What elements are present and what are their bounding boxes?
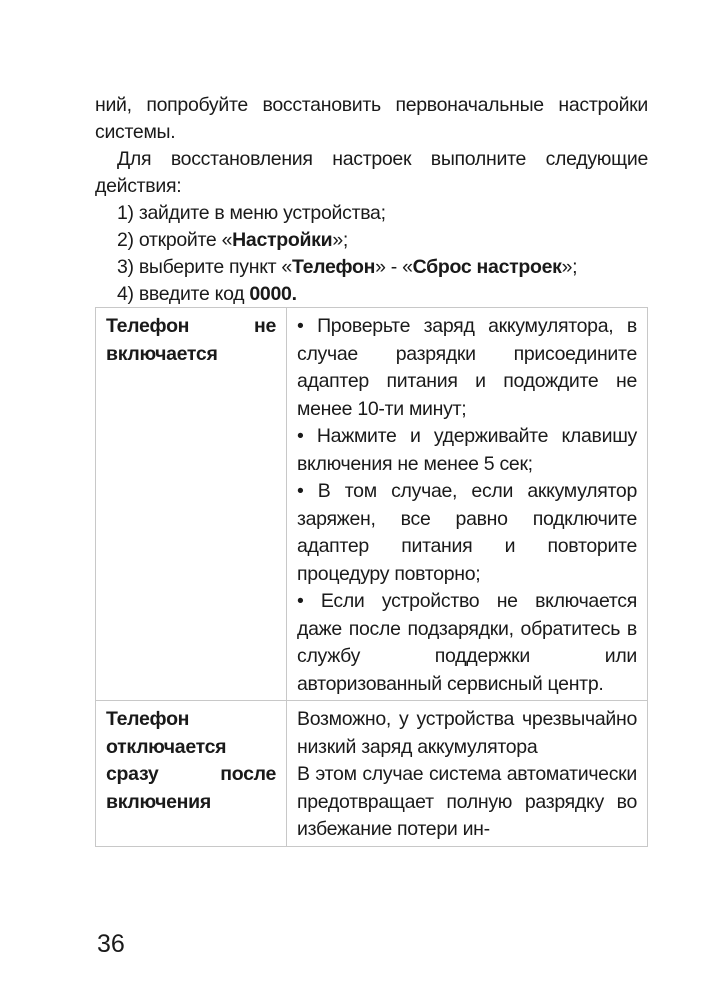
table-row xyxy=(96,701,648,847)
solution-item: • Если устройство не включается даже после подзарядки, обратитесь в службу поддержки или авторизованный сервисный центр. xyxy=(297,590,637,695)
troubleshooting-table xyxy=(95,307,648,847)
phone-item-name: Телефон xyxy=(291,256,376,278)
solution-item: • В том случае, если аккумулятор заряжен, все равно подключите адаптер питания и повторите процедуру повторно; xyxy=(297,480,637,585)
step-3-middle: » - « xyxy=(375,256,413,278)
problem-cell: Телефон не включается xyxy=(96,308,287,701)
reset-item-name: Сброс настроек xyxy=(412,256,562,278)
solution-cell xyxy=(287,701,648,847)
page-number: 36 xyxy=(97,930,125,958)
step-2-prefix: 2) откройте « xyxy=(117,229,233,251)
solution-item: Возможно, у устройства чрезвычайно низкий заряд аккумулятора xyxy=(297,708,637,758)
continuation-paragraph: ний, попробуйте восстановить первоначальные настройки системы. xyxy=(95,94,648,143)
step-1: 1) зайдите в меню устройства; xyxy=(117,202,386,224)
solution-cell xyxy=(287,308,648,701)
reset-code: 0000. xyxy=(249,283,297,305)
settings-menu-name: Настройки xyxy=(232,229,333,251)
table-row xyxy=(96,308,648,701)
solution-item: • Проверьте заряд аккумулятора, в случае разрядки присоедините адаптер питания и подождите не менее 10-ти минут; xyxy=(297,315,637,420)
solution-item: В этом случае система автоматически предотвращает полную разрядку во избежание потери ин- xyxy=(297,763,637,840)
step-2 xyxy=(95,227,648,254)
step-2-suffix: »; xyxy=(332,229,348,251)
step-3 xyxy=(95,254,648,281)
step-4 xyxy=(95,281,648,308)
step-3-prefix: 3) выберите пункт « xyxy=(117,256,292,278)
step-4-prefix: 4) введите код xyxy=(117,283,250,305)
solution-item: • Нажмите и удерживайте клавишу включения не менее 5 сек; xyxy=(297,425,637,475)
intro-section xyxy=(95,92,648,308)
restore-intro-paragraph: Для восстановления настроек выполните следующие действия: xyxy=(95,148,648,197)
problem-cell: Телефон отключается сразу после включения xyxy=(96,701,287,847)
step-3-suffix: »; xyxy=(561,256,578,278)
